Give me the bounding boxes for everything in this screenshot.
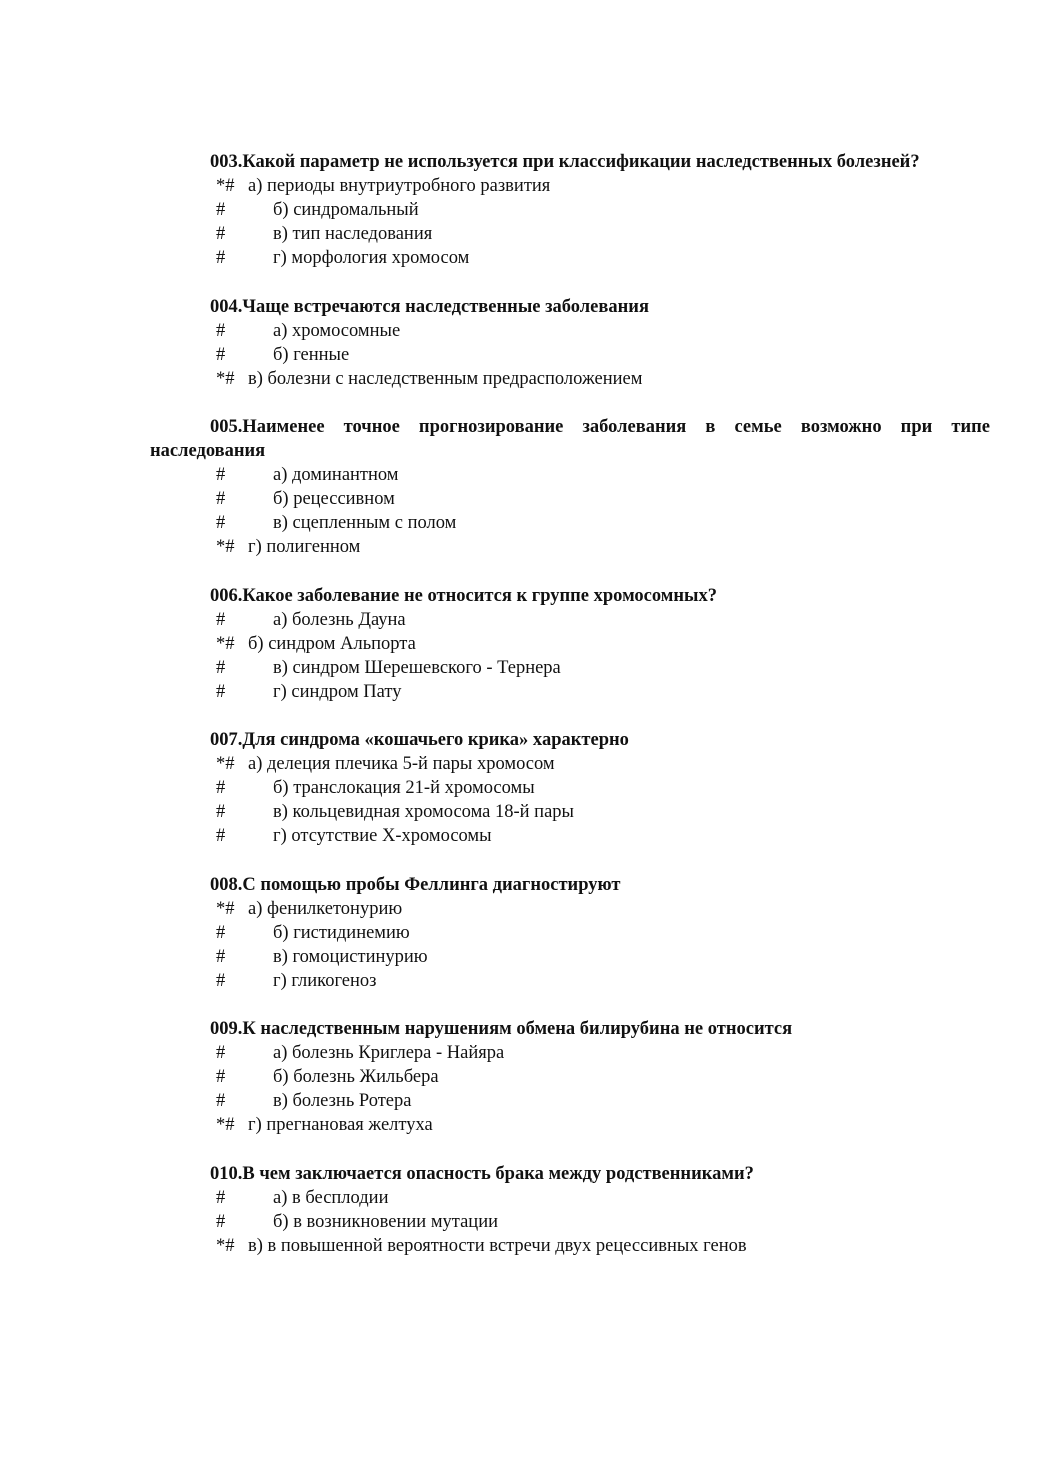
answer-marker: # [216, 826, 226, 846]
answer-option-correct [150, 367, 990, 391]
answer-marker: # [216, 489, 226, 509]
question-text: Чаще встречаются наследственные заболевания [242, 296, 649, 317]
answer-option-correct [150, 632, 990, 656]
answer-marker: # [216, 200, 226, 220]
answer-marker: # [216, 970, 226, 991]
question-list [150, 150, 990, 1282]
question-title [150, 415, 990, 463]
answer-text: б) в возникновении мутации [273, 1211, 499, 1232]
answer-marker: # [216, 657, 226, 678]
answer-marker: *# [216, 1115, 235, 1135]
question-number: 006. [210, 585, 243, 606]
answer-marker: # [216, 224, 226, 244]
question-number: 008. [210, 874, 243, 895]
answer-marker: # [216, 778, 226, 798]
question-text: С помощью пробы Феллинга диагностируют [242, 874, 621, 895]
question-block [150, 1162, 990, 1258]
answer-option [150, 921, 990, 945]
answer-option [150, 511, 990, 535]
question-block [150, 873, 990, 993]
answer-option [150, 1041, 990, 1065]
question-block [150, 728, 990, 848]
answer-text: а) фенилкетонурию [248, 898, 403, 919]
question-block [150, 295, 990, 391]
answer-option [150, 656, 990, 680]
question-number: 003. [210, 152, 243, 172]
answer-marker: *# [216, 176, 235, 196]
question-title [150, 728, 990, 752]
question-title [150, 1162, 990, 1186]
answer-option [150, 1210, 990, 1234]
answer-marker: *# [216, 754, 235, 774]
answer-text: б) рецессивном [273, 489, 395, 509]
answer-option [150, 198, 990, 222]
answer-option [150, 608, 990, 632]
answer-text: в) гомоцистинурию [273, 946, 428, 967]
question-number: 007. [210, 730, 243, 750]
answer-text: г) синдром Пату [273, 681, 402, 702]
answer-option [150, 680, 990, 704]
answer-marker: # [216, 922, 226, 943]
answer-marker: *# [216, 537, 235, 557]
answer-text: г) прегнановая желтуха [248, 1115, 433, 1135]
answer-option [150, 824, 990, 848]
answer-option-correct [150, 1113, 990, 1137]
answer-option-correct [150, 1234, 990, 1258]
answer-option [150, 246, 990, 270]
answer-marker: # [216, 344, 226, 365]
answer-text: в) тип наследования [273, 224, 433, 244]
question-block [150, 150, 990, 270]
answer-marker: *# [216, 633, 235, 654]
question-text: Для синдрома «кошачьего крика» характерно [242, 730, 629, 750]
answer-text: б) синдром Альпорта [248, 633, 416, 654]
answer-text: а) делеция плечика 5-й пары хромосом [248, 754, 555, 774]
answer-text: г) отсутствие Х-хромосомы [273, 826, 492, 846]
answer-text: а) хромосомные [273, 320, 401, 341]
answer-marker: # [216, 513, 226, 533]
answer-text: в) сцепленным с полом [273, 513, 457, 533]
answer-option [150, 487, 990, 511]
question-title [150, 150, 990, 174]
answer-option [150, 1065, 990, 1089]
answer-option-correct [150, 897, 990, 921]
question-text: К наследственным нарушениям обмена билирубина не относится [242, 1019, 793, 1039]
answer-text: г) гликогеноз [273, 970, 377, 991]
question-block [150, 415, 990, 559]
answer-marker: # [216, 320, 226, 341]
answer-text: а) в бесплодии [273, 1187, 389, 1208]
answer-marker: # [216, 681, 226, 702]
answer-text: а) болезнь Криглера - Найяра [273, 1043, 505, 1063]
answer-marker: # [216, 1067, 226, 1087]
question-number: 010. [210, 1163, 243, 1184]
answer-text: б) синдромальный [273, 200, 419, 220]
question-text: Какое заболевание не относится к группе хромосомных? [242, 585, 717, 606]
answer-text: б) гистидинемию [273, 922, 410, 943]
answer-text: в) болезнь Ротера [273, 1091, 412, 1111]
answer-text: а) болезнь Дауна [273, 609, 406, 630]
answer-option [150, 463, 990, 487]
question-title [150, 295, 990, 319]
answer-option [150, 969, 990, 993]
answer-marker: # [216, 802, 226, 822]
answer-marker: # [216, 1091, 226, 1111]
answer-option [150, 222, 990, 246]
question-text: Наименее точное прогнозирование заболевания в семье возможно при типе наследования [150, 417, 990, 461]
answer-text: а) доминантном [273, 465, 399, 485]
answer-option [150, 776, 990, 800]
answer-marker: # [216, 946, 226, 967]
answer-text: г) морфология хромосом [273, 248, 470, 268]
question-number: 005. [210, 417, 243, 437]
question-block [150, 1017, 990, 1137]
answer-option-correct [150, 752, 990, 776]
answer-text: в) кольцевидная хромосома 18-й пары [273, 802, 574, 822]
answer-option-correct [150, 174, 990, 198]
answer-marker: *# [216, 368, 235, 389]
answer-marker: *# [216, 1235, 235, 1256]
answer-option [150, 1186, 990, 1210]
answer-option [150, 1089, 990, 1113]
answer-marker: # [216, 609, 226, 630]
question-number: 004. [210, 296, 243, 317]
answer-text: б) генные [273, 344, 350, 365]
answer-marker: # [216, 1211, 226, 1232]
question-title [150, 1017, 990, 1041]
answer-text: г) полигенном [248, 537, 361, 557]
answer-text: б) транслокация 21-й хромосомы [273, 778, 535, 798]
answer-option [150, 319, 990, 343]
answer-text: в) в повышенной вероятности встречи двух рецессивных генов [248, 1235, 747, 1256]
answer-text: в) болезни с наследственным предрасположением [248, 368, 643, 389]
answer-text: а) периоды внутриутробного развития [248, 176, 551, 196]
answer-option [150, 800, 990, 824]
answer-marker: # [216, 1187, 226, 1208]
answer-text: б) болезнь Жильбера [273, 1067, 439, 1087]
question-number: 009. [210, 1019, 243, 1039]
answer-marker: # [216, 1043, 226, 1063]
question-title [150, 873, 990, 897]
answer-marker: # [216, 248, 226, 268]
question-block [150, 584, 990, 704]
question-title [150, 584, 990, 608]
answer-option [150, 343, 990, 367]
answer-option [150, 945, 990, 969]
question-text: В чем заключается опасность брака между родственниками? [242, 1163, 754, 1184]
answer-text: в) синдром Шерешевского - Тернера [273, 657, 561, 678]
question-text: Какой параметр не используется при классификации наследственных болезней? [242, 152, 920, 172]
answer-option-correct [150, 535, 990, 559]
answer-marker: # [216, 465, 226, 485]
answer-marker: *# [216, 898, 235, 919]
